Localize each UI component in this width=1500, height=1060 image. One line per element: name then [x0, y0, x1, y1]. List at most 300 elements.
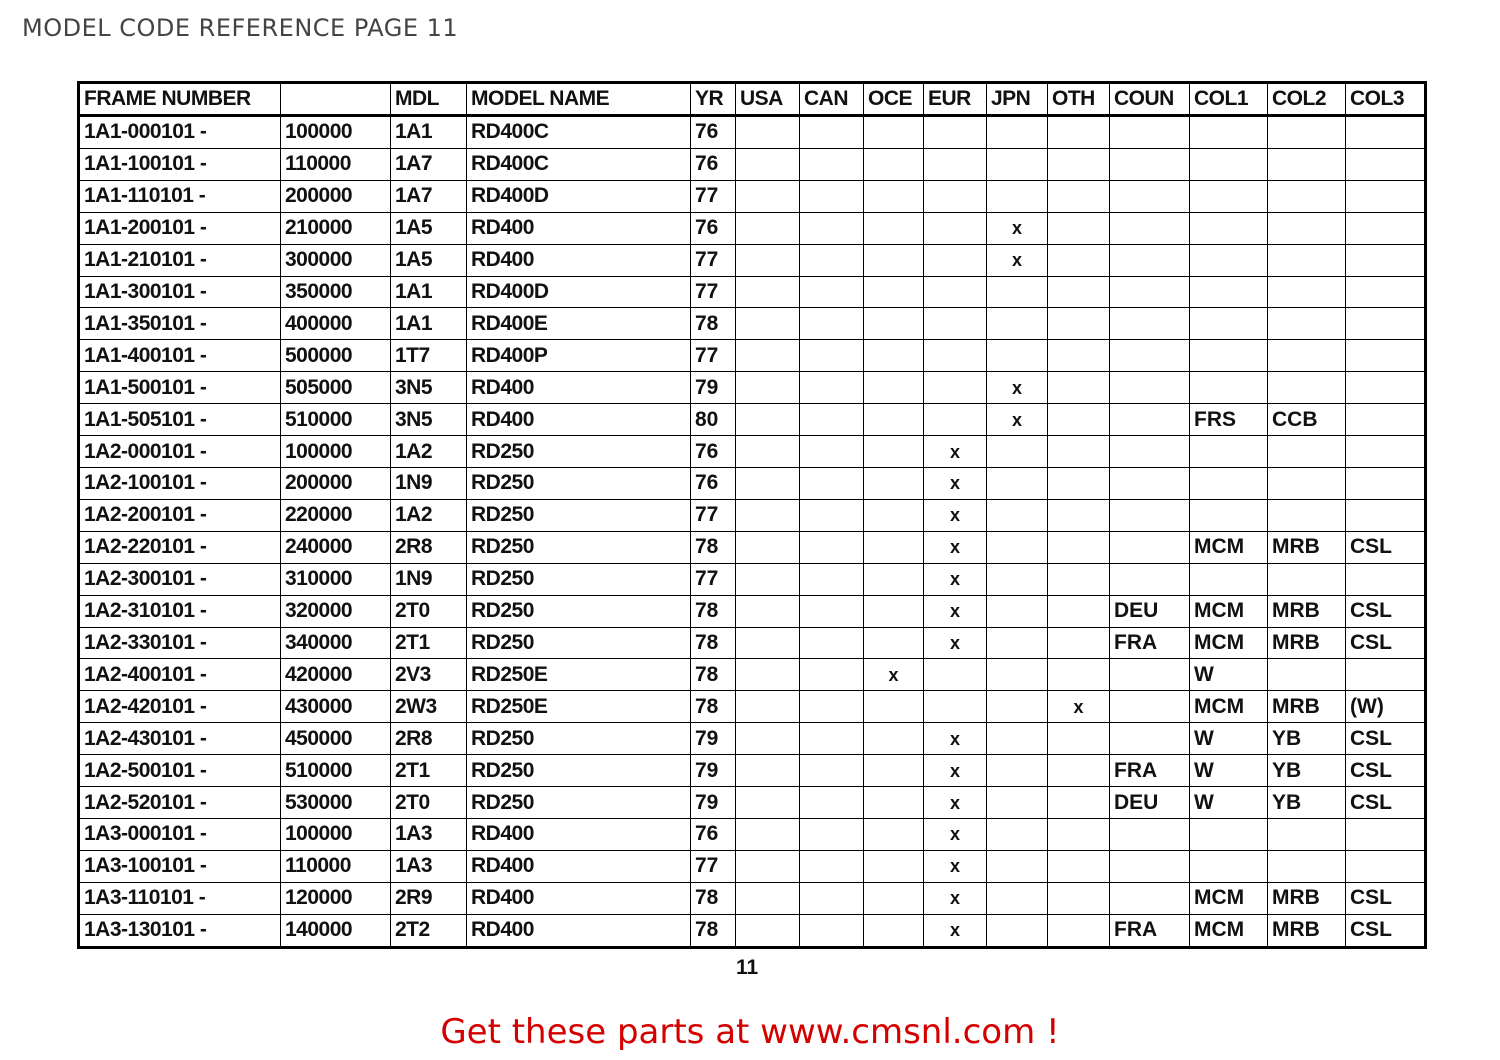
cell-col3: [1346, 659, 1426, 691]
cell-model-name: RD400P: [467, 340, 691, 372]
cell-frame-number: 1A1-200101 -: [79, 212, 281, 244]
cell-mdl: 1N9: [391, 468, 467, 500]
cell-yr: 79: [691, 723, 736, 755]
cell-model-name: RD250: [467, 531, 691, 563]
cell-usa: [736, 818, 800, 850]
cell-col3: [1346, 818, 1426, 850]
model-code-table: [77, 81, 1427, 949]
cell-col1: W: [1190, 659, 1268, 691]
cell-usa: [736, 212, 800, 244]
cell-frame-number: 1A1-110101 -: [79, 180, 281, 212]
cell-model-name: RD250: [467, 755, 691, 787]
cell-usa: [736, 882, 800, 914]
cell-frame-number: 1A1-000101 -: [79, 116, 281, 149]
cell-model-name: RD250: [467, 723, 691, 755]
cell-model-name: RD250: [467, 499, 691, 531]
cell-jpn: x: [987, 404, 1048, 436]
cell-jpn: x: [987, 244, 1048, 276]
cell-oce: [864, 850, 924, 882]
cell-oth: [1048, 914, 1110, 947]
cell-jpn: [987, 116, 1048, 149]
cell-jpn: [987, 882, 1048, 914]
cell-col1: MCM: [1190, 914, 1268, 947]
cell-coun: [1110, 212, 1190, 244]
cell-mdl: 2T2: [391, 914, 467, 947]
cell-oce: [864, 148, 924, 180]
cell-col2: MRB: [1268, 595, 1346, 627]
cell-to-number: 100000: [281, 436, 391, 468]
cell-col3: [1346, 468, 1426, 500]
cell-oce: [864, 404, 924, 436]
cell-can: [800, 116, 864, 149]
cell-col3: CSL: [1346, 787, 1426, 819]
cell-oce: [864, 436, 924, 468]
cell-coun: FRA: [1110, 755, 1190, 787]
cell-oce: [864, 372, 924, 404]
cell-col2: MRB: [1268, 531, 1346, 563]
cell-model-name: RD250: [467, 627, 691, 659]
cell-frame-number: 1A2-430101 -: [79, 723, 281, 755]
cell-model-name: RD400C: [467, 116, 691, 149]
cell-jpn: [987, 627, 1048, 659]
cell-frame-number: 1A1-300101 -: [79, 276, 281, 308]
cell-col1: [1190, 563, 1268, 595]
cell-mdl: 3N5: [391, 404, 467, 436]
cell-coun: [1110, 180, 1190, 212]
cell-oce: [864, 787, 924, 819]
cell-eur: x: [924, 882, 987, 914]
cell-model-name: RD250: [467, 595, 691, 627]
cell-oce: [864, 212, 924, 244]
cell-col3: [1346, 116, 1426, 149]
cell-to-number: 420000: [281, 659, 391, 691]
cell-col3: [1346, 340, 1426, 372]
cell-to-number: 340000: [281, 627, 391, 659]
cell-oth: [1048, 787, 1110, 819]
cell-coun: [1110, 818, 1190, 850]
cell-col2: [1268, 340, 1346, 372]
cell-mdl: 1A1: [391, 116, 467, 149]
table-row: [79, 691, 1426, 723]
cell-col3: (W): [1346, 691, 1426, 723]
cell-to-number: 500000: [281, 340, 391, 372]
table-row: [79, 787, 1426, 819]
cell-usa: [736, 850, 800, 882]
cell-to-number: 450000: [281, 723, 391, 755]
cell-model-name: RD250: [467, 563, 691, 595]
cell-oth: [1048, 404, 1110, 436]
cell-model-name: RD400: [467, 914, 691, 947]
column-header-mdl: MDL: [391, 83, 467, 116]
cell-yr: 76: [691, 148, 736, 180]
cell-mdl: 1A3: [391, 850, 467, 882]
cell-eur: x: [924, 595, 987, 627]
cell-eur: x: [924, 563, 987, 595]
cell-coun: FRA: [1110, 914, 1190, 947]
cell-coun: [1110, 531, 1190, 563]
cell-coun: [1110, 340, 1190, 372]
cell-eur: [924, 340, 987, 372]
cell-oce: [864, 468, 924, 500]
cell-yr: 80: [691, 404, 736, 436]
cell-col2: YB: [1268, 723, 1346, 755]
column-header-to-number: [281, 83, 391, 116]
cell-col2: [1268, 116, 1346, 149]
cell-col3: [1346, 180, 1426, 212]
cell-eur: x: [924, 468, 987, 500]
cell-frame-number: 1A1-400101 -: [79, 340, 281, 372]
cell-frame-number: 1A1-505101 -: [79, 404, 281, 436]
cell-to-number: 210000: [281, 212, 391, 244]
table-header-row: [79, 83, 1426, 116]
cell-jpn: [987, 723, 1048, 755]
cell-col2: [1268, 244, 1346, 276]
cell-col3: [1346, 148, 1426, 180]
cell-col1: MCM: [1190, 691, 1268, 723]
cell-yr: 76: [691, 468, 736, 500]
cell-yr: 78: [691, 659, 736, 691]
cell-col1: FRS: [1190, 404, 1268, 436]
cell-coun: [1110, 659, 1190, 691]
cell-can: [800, 818, 864, 850]
cell-mdl: 1N9: [391, 563, 467, 595]
cell-coun: [1110, 723, 1190, 755]
cell-eur: [924, 659, 987, 691]
table-row: [79, 244, 1426, 276]
cell-yr: 79: [691, 787, 736, 819]
cell-usa: [736, 531, 800, 563]
table-row: [79, 627, 1426, 659]
cell-usa: [736, 340, 800, 372]
cell-col1: W: [1190, 787, 1268, 819]
cell-eur: [924, 116, 987, 149]
cell-frame-number: 1A3-130101 -: [79, 914, 281, 947]
cell-jpn: [987, 914, 1048, 947]
cell-col3: CSL: [1346, 531, 1426, 563]
cell-oth: [1048, 276, 1110, 308]
cell-mdl: 3N5: [391, 372, 467, 404]
cell-usa: [736, 308, 800, 340]
cell-oth: [1048, 499, 1110, 531]
cell-yr: 78: [691, 595, 736, 627]
cell-frame-number: 1A2-400101 -: [79, 659, 281, 691]
cell-coun: [1110, 404, 1190, 436]
cell-can: [800, 531, 864, 563]
table-row: [79, 914, 1426, 947]
cell-coun: DEU: [1110, 787, 1190, 819]
cell-col1: MCM: [1190, 882, 1268, 914]
cell-oth: [1048, 468, 1110, 500]
cell-col3: [1346, 404, 1426, 436]
cell-jpn: [987, 499, 1048, 531]
cell-mdl: 1A2: [391, 499, 467, 531]
cell-mdl: 2W3: [391, 691, 467, 723]
cell-model-name: RD400: [467, 818, 691, 850]
cell-oce: [864, 755, 924, 787]
cell-coun: [1110, 691, 1190, 723]
cell-yr: 79: [691, 755, 736, 787]
cell-frame-number: 1A2-310101 -: [79, 595, 281, 627]
table-row: [79, 372, 1426, 404]
cell-can: [800, 595, 864, 627]
cell-coun: [1110, 563, 1190, 595]
column-header-col1: COL1: [1190, 83, 1268, 116]
cell-eur: [924, 180, 987, 212]
cell-yr: 76: [691, 212, 736, 244]
cell-oth: [1048, 531, 1110, 563]
cell-oth: [1048, 436, 1110, 468]
column-header-can: CAN: [800, 83, 864, 116]
cell-col2: MRB: [1268, 882, 1346, 914]
cell-mdl: 2T0: [391, 787, 467, 819]
cell-col3: [1346, 212, 1426, 244]
cell-yr: 77: [691, 244, 736, 276]
cell-usa: [736, 627, 800, 659]
cell-to-number: 100000: [281, 116, 391, 149]
cell-can: [800, 436, 864, 468]
cell-oce: [864, 531, 924, 563]
cell-oth: [1048, 818, 1110, 850]
cell-yr: 79: [691, 372, 736, 404]
cell-eur: [924, 308, 987, 340]
cell-col1: [1190, 308, 1268, 340]
cell-yr: 78: [691, 882, 736, 914]
cell-jpn: [987, 148, 1048, 180]
cell-frame-number: 1A2-220101 -: [79, 531, 281, 563]
cell-to-number: 430000: [281, 691, 391, 723]
cell-coun: [1110, 436, 1190, 468]
cell-can: [800, 787, 864, 819]
cell-can: [800, 850, 864, 882]
cell-col2: MRB: [1268, 914, 1346, 947]
cell-eur: x: [924, 755, 987, 787]
cell-col3: [1346, 499, 1426, 531]
cell-model-name: RD250: [467, 436, 691, 468]
cell-model-name: RD250: [467, 787, 691, 819]
cell-to-number: 120000: [281, 882, 391, 914]
cell-col1: MCM: [1190, 531, 1268, 563]
page-title: MODEL CODE REFERENCE PAGE 11: [22, 14, 459, 42]
cell-frame-number: 1A2-000101 -: [79, 436, 281, 468]
cell-eur: x: [924, 787, 987, 819]
cell-oth: [1048, 212, 1110, 244]
cell-to-number: 505000: [281, 372, 391, 404]
cell-can: [800, 882, 864, 914]
cell-frame-number: 1A2-330101 -: [79, 627, 281, 659]
cell-col2: [1268, 850, 1346, 882]
cell-coun: [1110, 308, 1190, 340]
cell-model-name: RD400D: [467, 180, 691, 212]
column-header-jpn: JPN: [987, 83, 1048, 116]
cell-model-name: RD250E: [467, 659, 691, 691]
cell-mdl: 2R8: [391, 723, 467, 755]
cell-to-number: 530000: [281, 787, 391, 819]
cell-frame-number: 1A2-420101 -: [79, 691, 281, 723]
cell-oce: [864, 563, 924, 595]
cell-mdl: 2T1: [391, 627, 467, 659]
cell-usa: [736, 787, 800, 819]
cell-col2: [1268, 818, 1346, 850]
cell-col1: [1190, 116, 1268, 149]
cell-col2: YB: [1268, 755, 1346, 787]
cell-coun: [1110, 850, 1190, 882]
cell-oce: [864, 180, 924, 212]
cell-jpn: x: [987, 212, 1048, 244]
promo-link[interactable]: Get these parts at www.cmsnl.com !: [440, 1012, 1060, 1052]
cell-can: [800, 563, 864, 595]
cell-to-number: 310000: [281, 563, 391, 595]
cell-col1: MCM: [1190, 627, 1268, 659]
cell-mdl: 1A7: [391, 180, 467, 212]
cell-jpn: [987, 276, 1048, 308]
cell-col3: [1346, 276, 1426, 308]
cell-to-number: 320000: [281, 595, 391, 627]
cell-eur: x: [924, 436, 987, 468]
cell-to-number: 140000: [281, 914, 391, 947]
cell-model-name: RD400: [467, 404, 691, 436]
cell-to-number: 510000: [281, 404, 391, 436]
column-header-frame-number: FRAME NUMBER: [79, 83, 281, 116]
column-header-col2: COL2: [1268, 83, 1346, 116]
cell-eur: x: [924, 914, 987, 947]
cell-to-number: 110000: [281, 148, 391, 180]
cell-mdl: 1A3: [391, 818, 467, 850]
cell-model-name: RD400: [467, 212, 691, 244]
cell-frame-number: 1A3-110101 -: [79, 882, 281, 914]
column-header-model-name: MODEL NAME: [467, 83, 691, 116]
column-header-coun: COUN: [1110, 83, 1190, 116]
cell-col2: [1268, 372, 1346, 404]
cell-model-name: RD400: [467, 372, 691, 404]
cell-col3: CSL: [1346, 882, 1426, 914]
cell-col3: [1346, 372, 1426, 404]
cell-usa: [736, 595, 800, 627]
cell-col3: [1346, 850, 1426, 882]
cell-usa: [736, 468, 800, 500]
table-row: [79, 659, 1426, 691]
cell-jpn: [987, 659, 1048, 691]
cell-oth: [1048, 563, 1110, 595]
cell-eur: [924, 276, 987, 308]
cell-frame-number: 1A2-500101 -: [79, 755, 281, 787]
cell-coun: DEU: [1110, 595, 1190, 627]
cell-model-name: RD250: [467, 468, 691, 500]
cell-frame-number: 1A1-100101 -: [79, 148, 281, 180]
cell-coun: [1110, 499, 1190, 531]
cell-yr: 78: [691, 308, 736, 340]
cell-oce: [864, 818, 924, 850]
cell-jpn: [987, 755, 1048, 787]
cell-can: [800, 340, 864, 372]
cell-can: [800, 723, 864, 755]
cell-oth: [1048, 882, 1110, 914]
cell-jpn: x: [987, 372, 1048, 404]
cell-model-name: RD400D: [467, 276, 691, 308]
column-header-yr: YR: [691, 83, 736, 116]
cell-col1: [1190, 180, 1268, 212]
cell-eur: x: [924, 627, 987, 659]
cell-col3: [1346, 308, 1426, 340]
cell-eur: x: [924, 531, 987, 563]
cell-usa: [736, 180, 800, 212]
cell-oth: [1048, 116, 1110, 149]
cell-mdl: 2T0: [391, 595, 467, 627]
cell-can: [800, 468, 864, 500]
cell-can: [800, 404, 864, 436]
cell-coun: [1110, 148, 1190, 180]
cell-jpn: [987, 340, 1048, 372]
cell-col1: [1190, 212, 1268, 244]
cell-to-number: 240000: [281, 531, 391, 563]
cell-frame-number: 1A1-350101 -: [79, 308, 281, 340]
cell-to-number: 350000: [281, 276, 391, 308]
table-row: [79, 116, 1426, 149]
cell-col2: [1268, 468, 1346, 500]
table-row: [79, 531, 1426, 563]
cell-mdl: 2T1: [391, 755, 467, 787]
cell-col3: CSL: [1346, 595, 1426, 627]
cell-col1: [1190, 468, 1268, 500]
cell-mdl: 1T7: [391, 340, 467, 372]
cell-eur: x: [924, 818, 987, 850]
column-header-col3: COL3: [1346, 83, 1426, 116]
cell-can: [800, 148, 864, 180]
cell-coun: [1110, 468, 1190, 500]
cell-can: [800, 244, 864, 276]
cell-yr: 77: [691, 499, 736, 531]
cell-oth: [1048, 244, 1110, 276]
cell-can: [800, 914, 864, 947]
cell-yr: 77: [691, 180, 736, 212]
cell-col2: MRB: [1268, 691, 1346, 723]
cell-col1: MCM: [1190, 595, 1268, 627]
cell-oth: [1048, 723, 1110, 755]
cell-frame-number: 1A2-100101 -: [79, 468, 281, 500]
cell-coun: [1110, 276, 1190, 308]
table-row: [79, 468, 1426, 500]
cell-oce: [864, 116, 924, 149]
cell-col2: YB: [1268, 787, 1346, 819]
table-row: [79, 308, 1426, 340]
cell-jpn: [987, 850, 1048, 882]
cell-usa: [736, 755, 800, 787]
table-row: [79, 755, 1426, 787]
cell-col2: [1268, 276, 1346, 308]
cell-yr: 78: [691, 691, 736, 723]
cell-jpn: [987, 468, 1048, 500]
cell-col1: [1190, 818, 1268, 850]
cell-can: [800, 627, 864, 659]
cell-usa: [736, 116, 800, 149]
cell-col2: [1268, 308, 1346, 340]
cell-eur: [924, 691, 987, 723]
table-row: [79, 723, 1426, 755]
cell-usa: [736, 404, 800, 436]
cell-frame-number: 1A3-100101 -: [79, 850, 281, 882]
cell-jpn: [987, 595, 1048, 627]
cell-jpn: [987, 531, 1048, 563]
cell-yr: 78: [691, 627, 736, 659]
cell-oth: [1048, 340, 1110, 372]
table-row: [79, 180, 1426, 212]
cell-can: [800, 659, 864, 691]
cell-oth: [1048, 372, 1110, 404]
cell-yr: 77: [691, 340, 736, 372]
cell-to-number: 220000: [281, 499, 391, 531]
cell-col1: [1190, 436, 1268, 468]
cell-jpn: [987, 436, 1048, 468]
cell-coun: [1110, 244, 1190, 276]
